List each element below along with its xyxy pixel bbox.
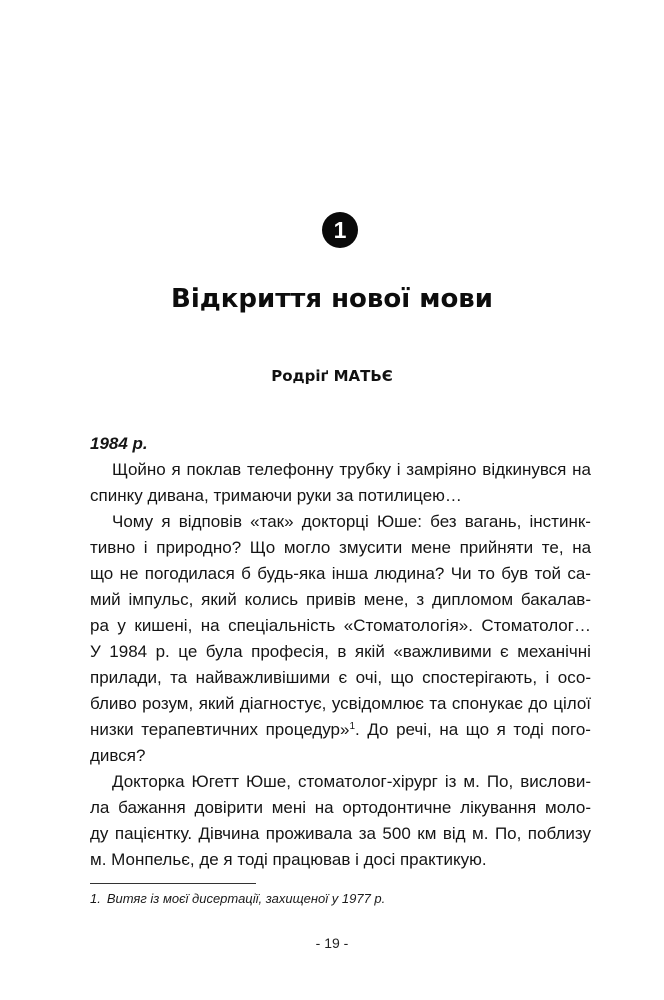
text-line: що не погодилася б будь-яка інша людина? Чи то був той са- xyxy=(90,564,591,583)
chapter-title: Відкриття нової мови xyxy=(171,284,493,314)
text-line: ду пацієнтку. Дівчина проживала за 500 км від м. По, поблизу xyxy=(90,824,591,843)
text-line: бливо розум, який діагностує, усвідомлює та спонукає до цілої xyxy=(90,694,592,713)
text-line: м. Монпельє, де я тоді працював і досі практикую. xyxy=(90,850,487,869)
text-line: спинку дивана, тримаючи руки за потилицею… xyxy=(90,486,462,505)
footnote xyxy=(90,890,385,908)
text-line: прилади, та найважливішими є очі, що спостерігають, і осо- xyxy=(90,668,592,687)
text-line: Щойно я поклав телефонну трубку і замріяно відкинувся на xyxy=(112,460,592,479)
text-line: Чому я відповів «так» докторці Юше: без вагань, інстинк- xyxy=(112,512,591,531)
footnote-number: 1. xyxy=(90,891,101,906)
footnote-divider xyxy=(90,883,256,884)
text-line: ра у кишені, на спеціальність «Стоматологія». Стоматолог… xyxy=(90,616,591,635)
page-number: - 19 - xyxy=(315,935,349,951)
paragraph xyxy=(90,769,591,873)
text-line: У 1984 р. це була професія, в якій «важливими є механічні xyxy=(90,642,591,661)
chapter-number-badge xyxy=(322,212,358,248)
paragraph xyxy=(90,509,591,769)
body-text xyxy=(90,431,591,873)
paragraph xyxy=(90,457,591,509)
author-name: Родріґ МАТЬЄ xyxy=(271,367,393,385)
text-line: Докторка Югетт Юше, стоматолог-хірург із м. По, вислови- xyxy=(112,772,591,791)
text-line-with-footnote xyxy=(90,717,591,743)
date-heading: 1984 р. xyxy=(90,434,148,453)
text-line: тивно і природно? Що могло змусити мене прийняти те, на xyxy=(90,538,592,557)
footnote-text: Витяг із моєї дисертації, захищеної у 1977 р. xyxy=(106,891,386,906)
text-line: ла бажання довірити мені на ортодонтичне лікування моло- xyxy=(90,798,592,817)
text-segment: низки терапевтичних процедур» xyxy=(90,720,350,739)
chapter-number: 1 xyxy=(333,216,347,243)
footnote-reference[interactable]: 1 xyxy=(349,721,356,732)
text-line: дився? xyxy=(90,746,146,765)
text-line: мий імпульс, який колись привів мене, з дипломом бакалав- xyxy=(90,590,591,609)
text-segment: . До речі, на що я тоді пого- xyxy=(355,720,591,739)
